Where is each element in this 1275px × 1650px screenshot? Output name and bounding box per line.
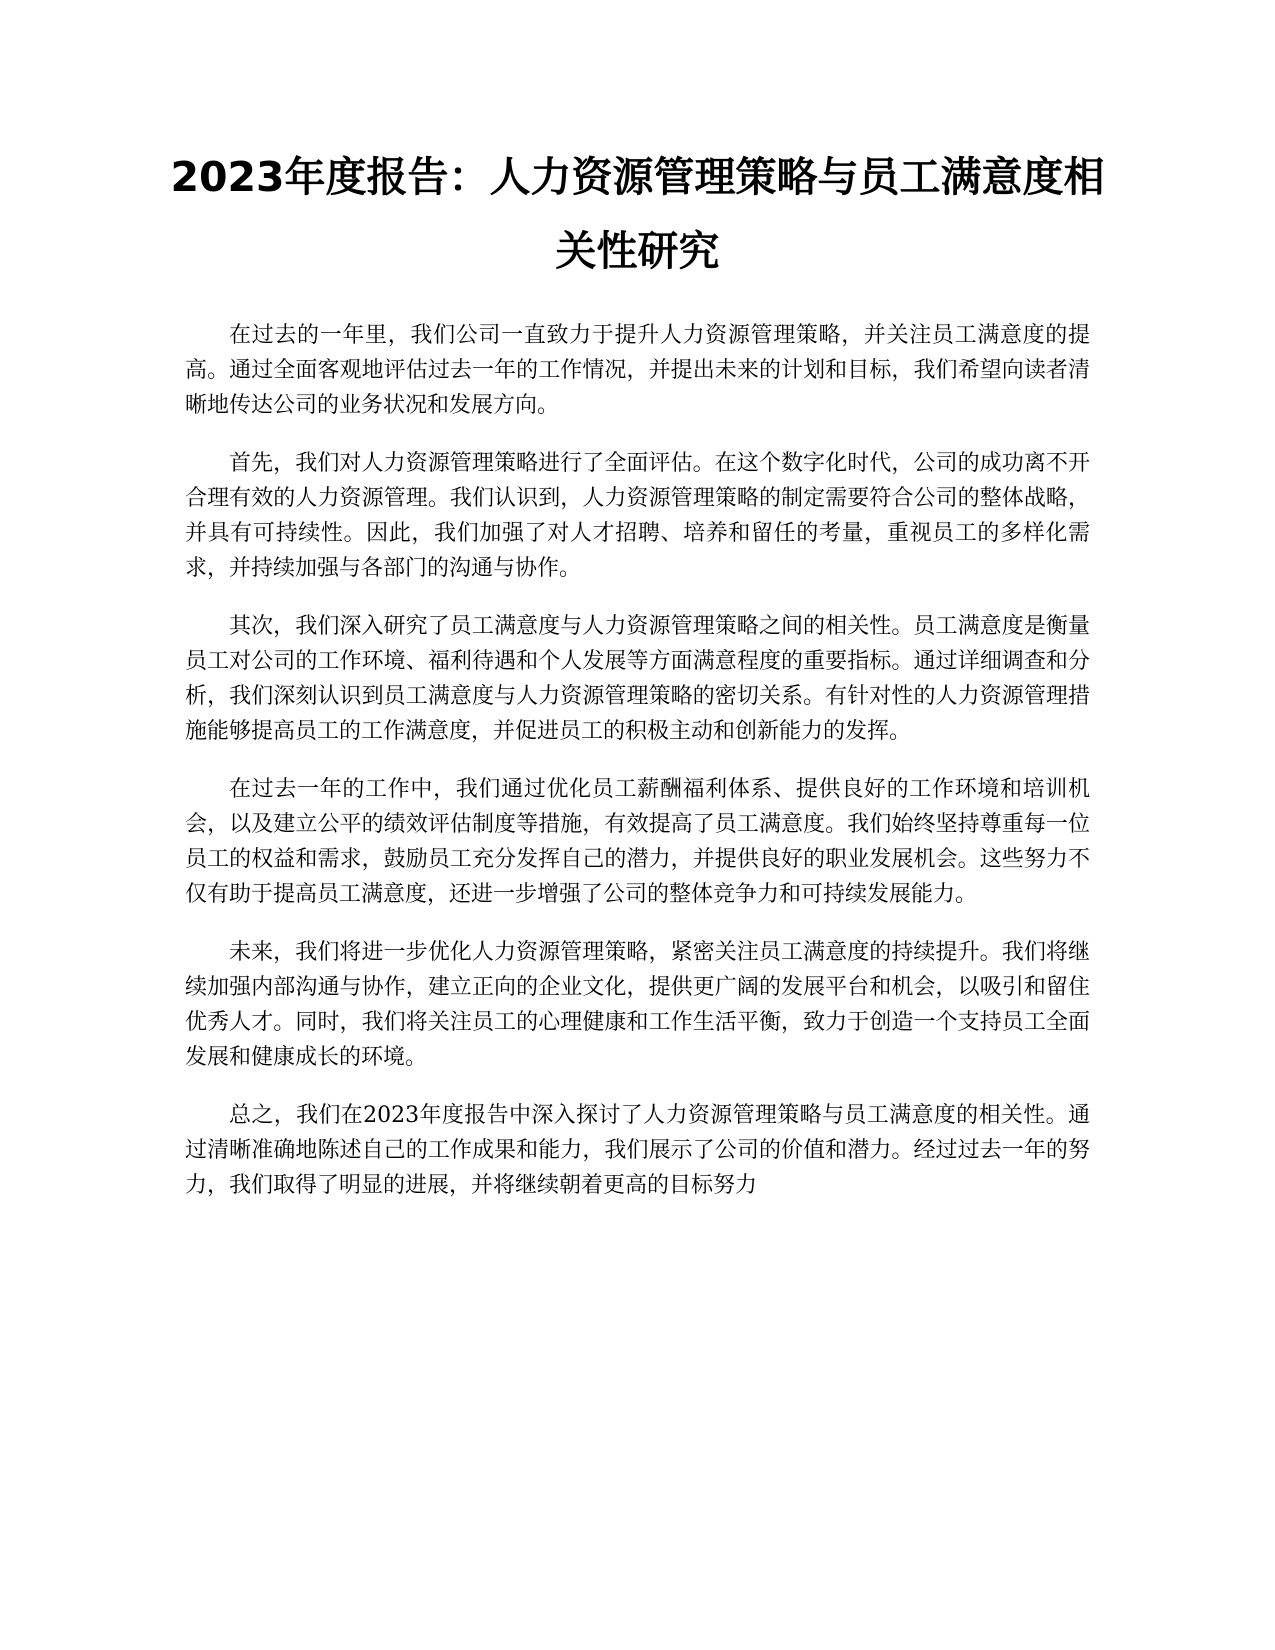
document-title: 2023年度报告：人力资源管理策略与员工满意度相关性研究 <box>170 153 1105 275</box>
paragraph-future-plans: 未来，我们将进一步优化人力资源管理策略，紧密关注员工满意度的持续提升。我们将继续加强内部沟通与协作，建立正向的企业文化，提供更广阔的发展平台和机会，以吸引和留住优秀人才。同时，我们将关注员工的心理健康和工作生活平衡，致力于创造一个支持员工全面发展和健康成长的环境。 <box>185 940 1090 1070</box>
paragraph-conclusion: 总之，我们在2023年度报告中深入探讨了人力资源管理策略与员工满意度的相关性。通过清晰准确地陈述自己的工作成果和能力，我们展示了公司的价值和潜力。经过过去一年的努力，我们取得了明显的进展，并将继续朝着更高的目标努力 <box>185 1103 1090 1198</box>
paragraph-strategy-evaluation: 首先，我们对人力资源管理策略进行了全面评估。在这个数字化时代，公司的成功离不开合理有效的人力资源管理。我们认识到，人力资源管理策略的制定需要符合公司的整体战略，并具有可持续性。因此，我们加强了对人才招聘、培养和留任的考量，重视员工的多样化需求，并持续加强与各部门的沟通与协作。 <box>185 451 1090 581</box>
paragraph-intro: 在过去的一年里，我们公司一直致力于提升人力资源管理策略，并关注员工满意度的提高。通过全面客观地评估过去一年的工作情况，并提出未来的计划和目标，我们希望向读者清晰地传达公司的业务状况和发展方向。 <box>185 323 1090 418</box>
document-body <box>185 318 1090 1226</box>
paragraph-satisfaction-correlation: 其次，我们深入研究了员工满意度与人力资源管理策略之间的相关性。员工满意度是衡量员工对公司的工作环境、福利待遇和个人发展等方面满意程度的重要指标。通过详细调查和分析，我们深刻认识到员工满意度与人力资源管理策略的密切关系。有针对性的人力资源管理措施能够提高员工的工作满意度，并促进员工的积极主动和创新能力的发挥。 <box>185 614 1090 744</box>
paragraph-past-year-work: 在过去一年的工作中，我们通过优化员工薪酬福利体系、提供良好的工作环境和培训机会，以及建立公平的绩效评估制度等措施，有效提高了员工满意度。我们始终坚持尊重每一位员工的权益和需求，鼓励员工充分发挥自己的潜力，并提供良好的职业发展机会。这些努力不仅有助于提高员工满意度，还进一步增强了公司的整体竞争力和可持续发展能力。 <box>185 777 1090 907</box>
